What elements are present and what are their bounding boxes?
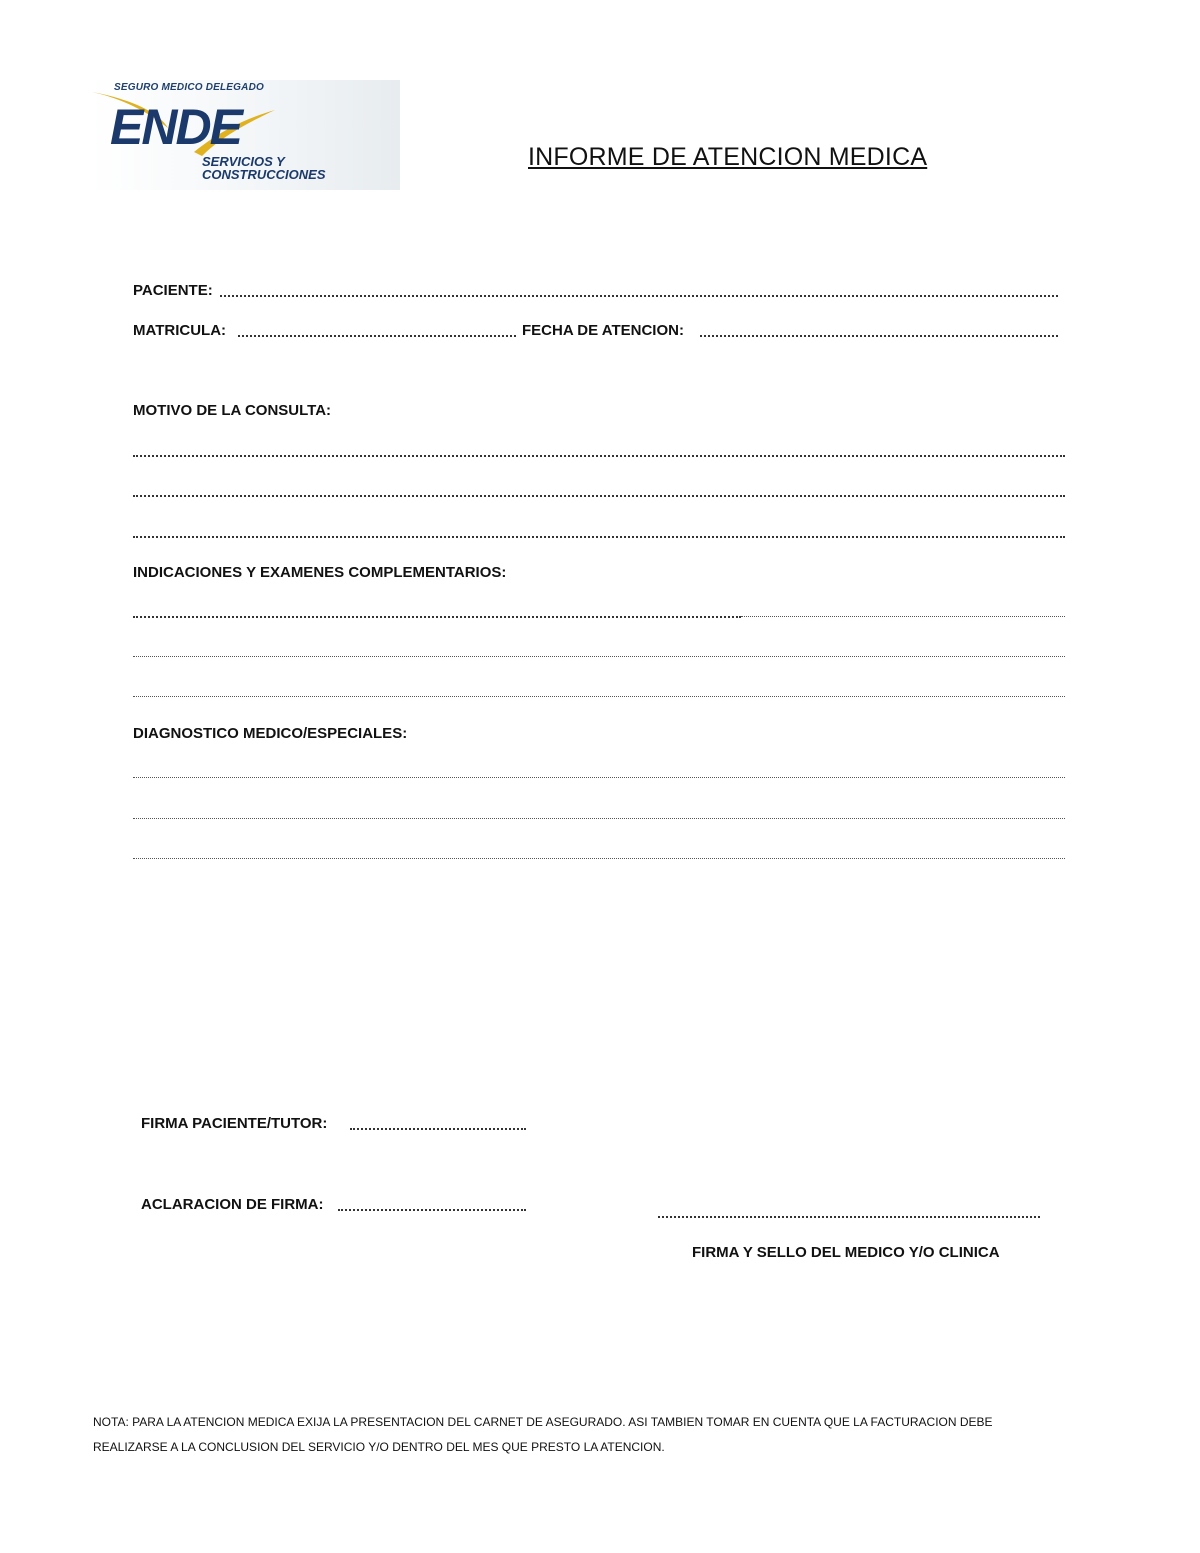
fecha-atencion-field[interactable]	[700, 335, 1058, 337]
indicaciones-label: INDICACIONES Y EXAMENES COMPLEMENTARIOS:	[133, 564, 507, 581]
paciente-label: PACIENTE:	[133, 282, 213, 299]
nota-line-1: NOTA: PARA LA ATENCION MEDICA EXIJA LA PRESENTACION DEL CARNET DE ASEGURADO. ASI TAMBIEN TOMAR EN CUENTA QUE LA FACTURACION DEBE	[93, 1415, 993, 1429]
fecha-atencion-label: FECHA DE ATENCION:	[522, 322, 684, 339]
firma-medico-label: FIRMA Y SELLO DEL MEDICO Y/O CLINICA	[692, 1244, 1000, 1261]
aclaracion-firma-label: ACLARACION DE FIRMA:	[141, 1196, 324, 1213]
indicaciones-line-1a[interactable]	[133, 616, 741, 618]
indicaciones-line-1b[interactable]	[741, 616, 1065, 617]
motivo-line-3[interactable]	[133, 536, 1065, 538]
motivo-line-2[interactable]	[133, 495, 1065, 497]
indicaciones-line-2[interactable]	[133, 656, 1065, 657]
firma-paciente-label: FIRMA PACIENTE/TUTOR:	[141, 1115, 328, 1132]
matricula-label: MATRICULA:	[133, 322, 227, 339]
motivo-line-1[interactable]	[133, 455, 1065, 457]
diagnostico-line-3[interactable]	[133, 858, 1065, 859]
aclaracion-firma-field[interactable]	[338, 1209, 526, 1211]
matricula-field[interactable]	[238, 335, 516, 337]
logo-sub-text-2: CONSTRUCCIONES	[202, 167, 326, 182]
indicaciones-line-3[interactable]	[133, 696, 1065, 697]
company-logo	[90, 80, 400, 190]
logo-sub-text-1: SERVICIOS Y	[202, 154, 285, 169]
diagnostico-label: DIAGNOSTICO MEDICO/ESPECIALES:	[133, 725, 408, 742]
logo-main-text: ENDE	[110, 99, 241, 155]
firma-medico-field[interactable]	[658, 1216, 1040, 1218]
diagnostico-line-1[interactable]	[133, 777, 1065, 778]
page-title: INFORME DE ATENCION MEDICA	[528, 143, 928, 171]
logo-top-text: SEGURO MEDICO DELEGADO	[114, 82, 264, 93]
motivo-consulta-label: MOTIVO DE LA CONSULTA:	[133, 402, 332, 419]
paciente-field[interactable]	[220, 295, 1058, 297]
diagnostico-line-2[interactable]	[133, 818, 1065, 819]
nota-line-2: REALIZARSE A LA CONCLUSION DEL SERVICIO Y/O DENTRO DEL MES QUE PRESTO LA ATENCION.	[93, 1440, 665, 1454]
firma-paciente-field[interactable]	[350, 1128, 526, 1130]
